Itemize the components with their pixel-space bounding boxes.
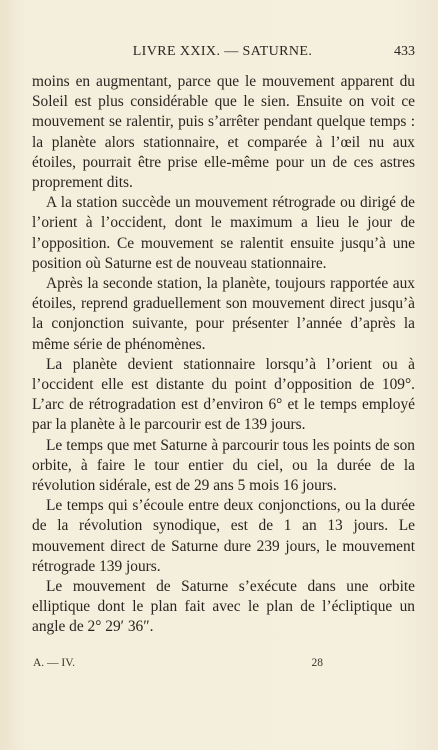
volume-signature: A. — IV. [33,657,75,669]
body-text [32,72,415,638]
running-head: LIVRE XXIX. — SATURNE. [132,44,313,59]
paragraph: La planète devient stationnaire lorsqu’à l’orient ou à l’occident elle est distante du point d’opposition de 109°. L’arc de rétrogradation est d’environ 6° et le temps employé par la planète à le parcourir est de 139 jours. [32,355,415,434]
paragraph: Le temps que met Saturne à parcourir tous les points de son orbite, à faire le tour entier du ciel, ou la durée de la révolution sidérale, est de 29 ans 5 mois 16 jours. [32,436,415,495]
paragraph: Le temps qui s’écoule entre deux conjonctions, ou la durée de la révolution synodique, est de 1 an 13 jours. Le mouvement direct de Saturne dure 239 jours, le mouvement rétrograde 139 jours. [32,497,415,575]
sheet-number: 28 [311,657,323,669]
paragraph: Après la seconde station, la planète, toujours rapportée aux étoiles, reprend graduellement son mouvement direct jusqu’à la conjonction suivante, pour présenter l’année d’après la même série de phénomènes. [32,275,415,353]
paragraph: A la station succède un mouvement rétrograde ou dirigé de l’orient à l’occident, dont le maximum a lieu le jour de l’opposition. Ce mouvement se ralentit ensuite jusqu’à une position où Saturne est de nouveau stationnaire. [32,194,415,272]
paragraph: Le mouvement de Saturne s’exécute dans une orbite elliptique dont le plan fait avec le plan de l’écliptique un angle de 2° 29′ 36″. [32,578,415,636]
paragraph: moins en augmentant, parce que le mouvement apparent du Soleil est plus considérable que le sien. Ensuite on voit ce mouvement se ralentir, puis s’arrêter pendant quelque temps : la planète alors stationnaire, et comparée à l’œil nu aux étoiles, pourrait être prise elle-même pour un de ces astres proprement dits. [32,73,415,192]
page-header [30,44,415,64]
page-number: 433 [394,44,415,59]
